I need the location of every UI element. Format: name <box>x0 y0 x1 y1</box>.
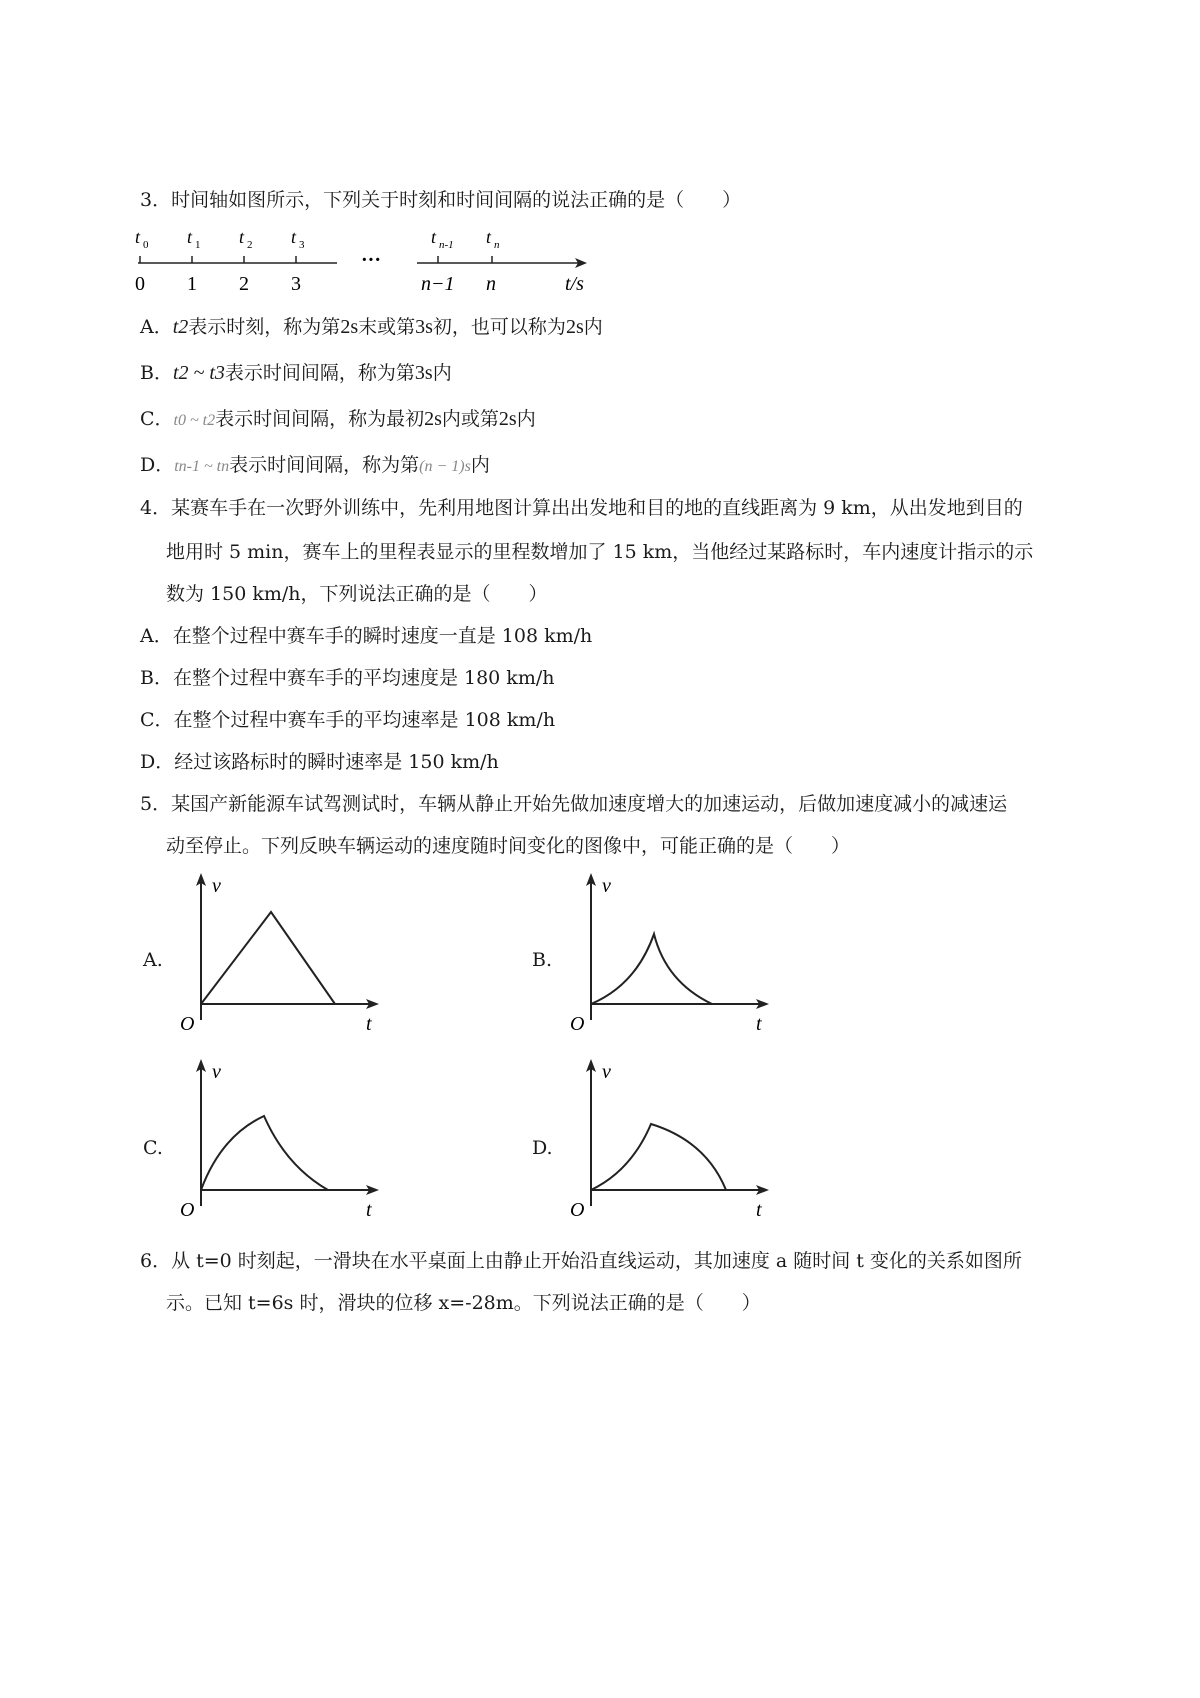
option-text: 内 <box>583 316 603 338</box>
timeline-tick-value: n <box>486 273 496 295</box>
timeline-top-label: t <box>486 228 492 247</box>
graph-y-label: v <box>602 1061 611 1083</box>
q5-graph-b <box>566 870 776 1040</box>
graph-origin-label: O <box>180 1199 195 1221</box>
graph-x-label: t <box>756 1013 762 1035</box>
q6-stem-line1: 6．从 t=0 时刻起，一滑块在水平桌面上由静止开始沿直线运动，其加速度 a 随时间 t 变化的关系如图所 <box>140 1250 1022 1272</box>
option-math: 3s <box>415 316 433 338</box>
q4-option-c: C．在整个过程中赛车手的平均速率是 108 km/h <box>140 709 556 731</box>
timeline-top-sub: 1 <box>195 239 201 251</box>
graph-c-curve <box>201 1116 328 1190</box>
graph-a-curve <box>201 912 335 1004</box>
q3-option-c <box>140 405 536 435</box>
timeline-axis-label: t/s <box>565 273 584 295</box>
option-text: 表示时间间隔，称为最初 <box>215 408 425 430</box>
timeline-top-label: t <box>239 228 245 247</box>
timeline-top-sub: 0 <box>143 239 149 251</box>
option-letter: C． <box>140 408 174 430</box>
timeline-tick-value: 1 <box>187 273 197 295</box>
graph-x-label: t <box>756 1199 762 1221</box>
option-math: 2s <box>424 408 442 430</box>
q5-graph-a-letter: A. <box>143 949 163 971</box>
timeline-ellipsis: ··· <box>361 249 382 271</box>
timeline-top-sub: n-1 <box>439 239 454 251</box>
timeline-tick-value: 2 <box>239 273 249 295</box>
timeline-tick-value: n−1 <box>421 273 455 295</box>
option-letter: B． <box>140 362 173 384</box>
graph-y-label: v <box>602 875 611 897</box>
timeline-top-label: t <box>291 228 297 247</box>
timeline-top-sub: 3 <box>299 239 305 251</box>
q4-option-a: A．在整个过程中赛车手的瞬时速度一直是 108 km/h <box>140 625 593 647</box>
q5-graph-c-letter: C. <box>143 1137 163 1159</box>
option-text: 内 <box>432 362 452 384</box>
q3-stem: 3．时间轴如图所示，下列关于时刻和时间间隔的说法正确的是（ ） <box>140 189 742 211</box>
option-letter: D． <box>140 454 175 476</box>
graph-d-curve <box>591 1124 726 1190</box>
graph-x-label: t <box>366 1199 372 1221</box>
q5-graph-d-letter: D. <box>532 1137 553 1159</box>
q3-option-a <box>140 313 603 341</box>
timeline-tick-value: 3 <box>291 273 301 295</box>
option-text: 内 <box>470 454 490 476</box>
q3-option-b <box>140 359 452 387</box>
timeline-tick-value: 0 <box>135 273 145 295</box>
q4-option-b: B．在整个过程中赛车手的平均速度是 180 km/h <box>140 667 555 689</box>
option-math: 2s <box>340 316 359 338</box>
timeline-top-sub: 2 <box>247 239 253 251</box>
option-letter: A． <box>140 316 173 338</box>
option-text: 表示时间间隔，称为第 <box>224 362 415 384</box>
q4-option-d: D．经过该路标时的瞬时速率是 150 km/h <box>140 751 499 773</box>
option-math: (n − 1)s <box>419 458 471 475</box>
graph-origin-label: O <box>570 1013 585 1035</box>
timeline-top-sub: n <box>494 239 500 251</box>
option-text: 表示时刻，称为第 <box>188 316 341 338</box>
q5-graph-a <box>176 870 386 1040</box>
timeline-top-label: t <box>187 228 193 247</box>
option-math: t2 <box>172 316 189 338</box>
graph-b-curve <box>591 934 712 1004</box>
q5-graph-b-letter: B. <box>532 949 553 971</box>
option-math: tn-1 ~ tn <box>174 458 230 475</box>
graph-origin-label: O <box>180 1013 195 1035</box>
option-math: 2s <box>565 316 584 338</box>
option-math: 3s <box>414 362 433 384</box>
option-math: t0 ~ t2 <box>173 412 216 429</box>
q5-stem-line1: 5．某国产新能源车试驾测试时，车辆从静止开始先做加速度增大的加速运动，后做加速度减小的减速运 <box>140 793 1008 815</box>
option-text: 内或第 <box>441 408 499 430</box>
timeline-top-label: t <box>431 228 437 247</box>
graph-y-label: v <box>212 1061 221 1083</box>
q5-graph-d <box>566 1056 776 1226</box>
option-text: 初，也可以称为 <box>432 316 566 338</box>
option-text: 内 <box>516 408 536 430</box>
option-math: t2 ~ t3 <box>172 362 225 384</box>
graph-y-label: v <box>212 875 221 897</box>
q6-stem-line2: 示。已知 t=6s 时，滑块的位移 x=-28m。下列说法正确的是（ ） <box>166 1292 761 1314</box>
timeline-top-label: t <box>135 228 141 247</box>
option-math: 2s <box>498 408 517 430</box>
q4-stem-line1: 4．某赛车手在一次野外训练中，先利用地图计算出出发地和目的地的直线距离为 9 km，从出发地到目的 <box>140 497 1023 519</box>
graph-origin-label: O <box>570 1199 585 1221</box>
graph-x-label: t <box>366 1013 372 1035</box>
option-text: 末或第 <box>358 316 416 338</box>
q3-timeline-figure <box>135 228 595 296</box>
q5-graph-c <box>176 1056 386 1226</box>
q5-stem-line2: 动至停止。下列反映车辆运动的速度随时间变化的图像中，可能正确的是（ ） <box>166 835 851 857</box>
q3-option-d <box>140 451 490 481</box>
option-text: 表示时间间隔，称为第 <box>229 454 420 476</box>
q4-stem-line2: 地用时 5 min，赛车上的里程表显示的里程数增加了 15 km，当他经过某路标时，车内速度计指示的示 <box>166 541 1034 563</box>
q4-stem-line3: 数为 150 km/h，下列说法正确的是（ ） <box>166 583 548 605</box>
